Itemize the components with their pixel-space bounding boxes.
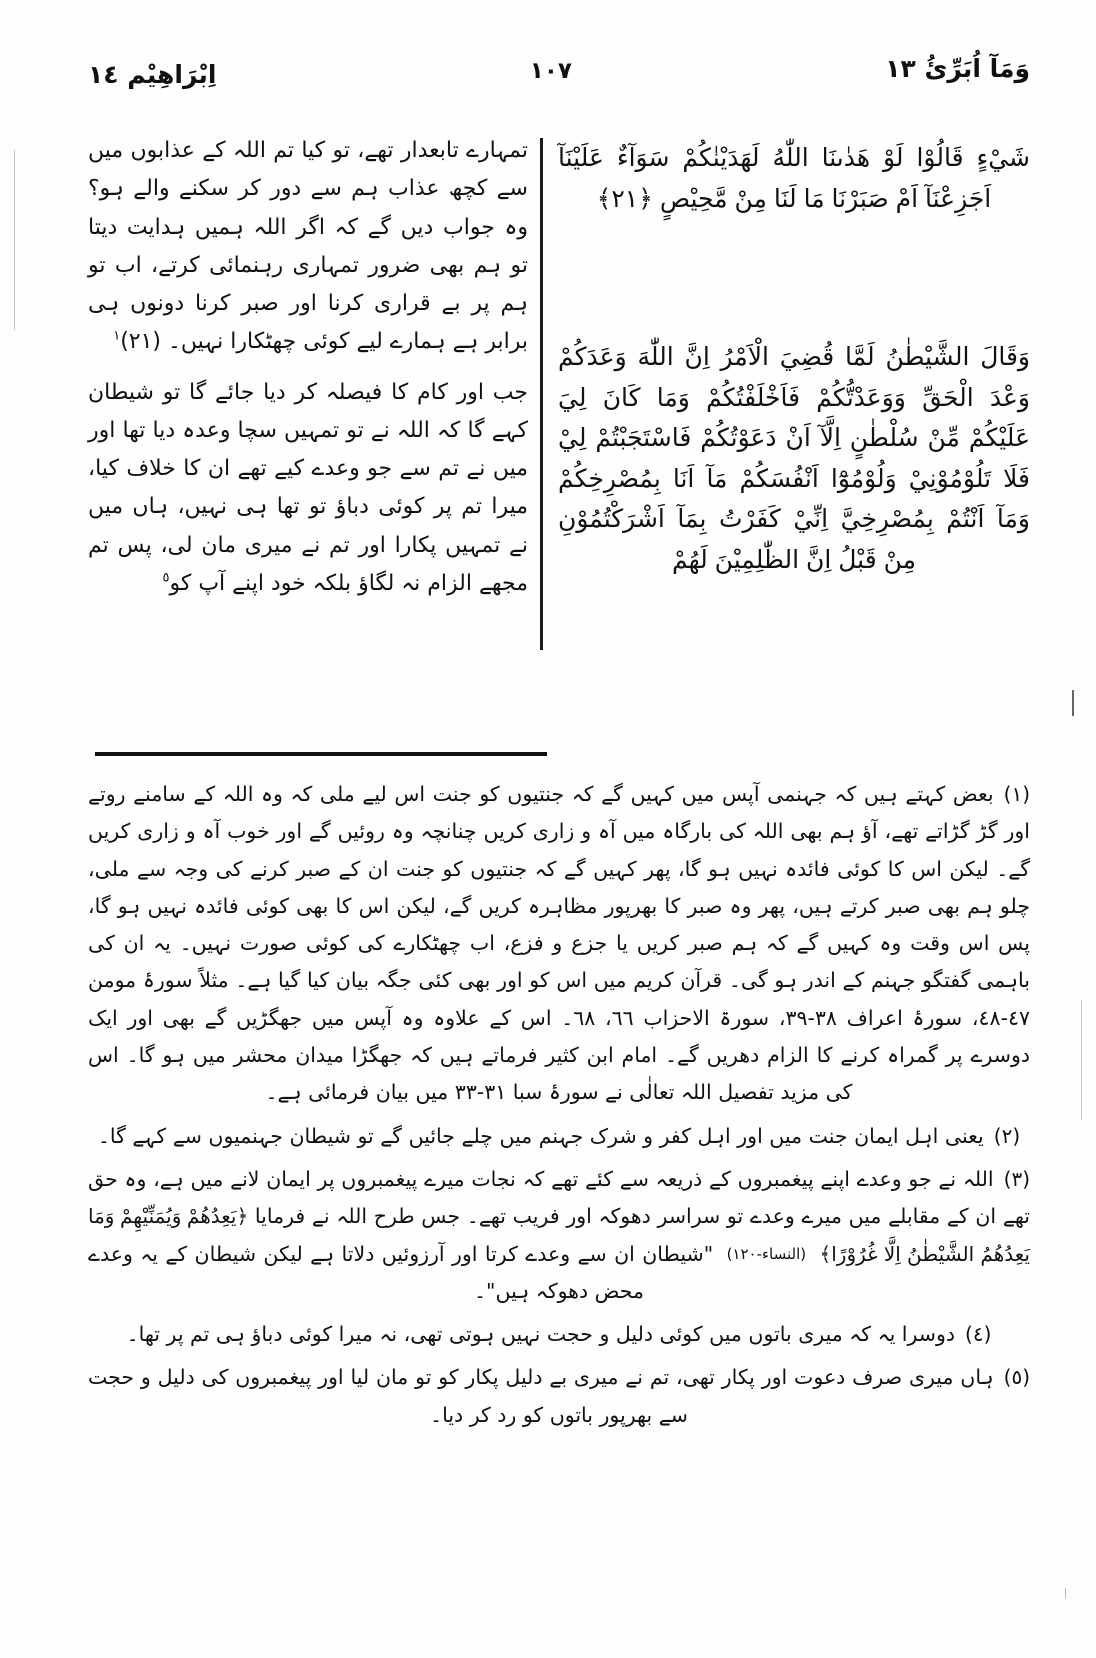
footnote-list (88, 776, 1030, 1440)
urdu-translation-column (88, 132, 528, 603)
footnote-number-2: (٢) (993, 1123, 1021, 1148)
scan-artifact-bottom (1065, 1588, 1066, 1598)
footnote-text-4: دوسرا یہ کہ میری باتوں میں کوئی دلیل و حجت نہیں ہوتی تھی، نہ میرا کوئی دباؤ ہی تم پر تھا۔ (126, 1322, 956, 1347)
footnote-text-1: بعض کہتے ہیں کہ جہنمی آپس میں کہیں گے کہ جنتیوں کو جنت اس لیے ملی کہ وہ اللہ کے سامنے روتے اور گڑ گڑاتے تھے، آؤ ہم بھی اللہ کی بارگاہ میں آہ و زاری کریں چنانچہ وہ روئیں گے اور خوب آہ و زاری کریں گے۔ لیکن اس کا کوئی فائدہ نہیں ہو گا، پھر کہیں گے کہ جنتیوں کو جنت ان کے صبر کرنے کی وجہ سے ملی، چلو ہم بھی صبر کرتے ہیں، پھر وہ صبر کا بھرپور مظاہرہ کریں گے، لیکن اس کا بھی کوئی فائدہ نہیں ہو گا، پس اس وقت وہ کہیں گے کہ ہم صبر کریں یا جزع و فزع، اب چھٹکارے کی کوئی صورت نہیں۔ یہ ان کی باہمی گفتگو جہنم کے اندر ہو گی۔ قرآن کریم میں اس کو اور بھی کئی جگہ بیان کیا گیا ہے۔ مثلاً سورۂ مومن ٤٧-٤٨، سورۂ اعراف ٣٨-٣٩، سورۃ الاحزاب ٦٦، ٦٨۔ اس کے علاوہ وہ آپس میں جھگڑیں گے بھی اور ایک دوسرے پر گمراہ کرنے کا الزام دھریں گے۔ امام ابن کثیر فرماتے ہیں کہ جھگڑا میدان محشر میں ہو گا۔ اس کی مزید تفصیل اللہ تعالٰی نے سورۂ سبا ٣١-٣٣ میں بیان فرمائی ہے۔ (88, 782, 1030, 1105)
footnote-item-1 (88, 776, 1030, 1112)
page-number: ١٠٧ (529, 58, 572, 84)
header-surah-label: اِبْرَاهِيْم ١٤ (88, 60, 217, 89)
quran-verse-21: شَيْءٍ قَالُوْا لَوْ هَدٰىنَا اللّٰهُ لَهَدَيْنٰكُمْ سَوَآءٌ عَلَيْنَآ اَجَزِعْنَآ اَمْ صَبَرْنَا مَا لَنَا مِنْ مَّحِيْصٍ ﴿٢١﴾ (558, 143, 1030, 213)
footnote-text-3-after: "شیطان ان سے وعدے کرتا اور آرزوئیں دلاتا ہے لیکن شیطان کے یہ وعدے محض دھوکہ ہیں"۔ (88, 1241, 714, 1303)
footnote-number-1: (١) (1003, 782, 1030, 806)
footnote-marker-1: ١ (113, 329, 121, 344)
main-body (88, 132, 1030, 692)
urdu-translation-verse-21 (88, 132, 528, 362)
header-juz-label: وَمَآ اُبَرِّئُ ١٣ (885, 54, 1030, 83)
column-divider (540, 138, 543, 650)
footnote-item-2 (88, 1118, 1030, 1155)
footnote-number-5: (٥) (1003, 1365, 1030, 1390)
footnote-text-5: ہاں میری صرف دعوت اور پکار تھی، تم نے میری بے دلیل پکار کو تو مان لیا اور پیغمبروں کی دلیل و حجت سے بھرپور باتوں کو رد کر دیا۔ (88, 1365, 994, 1427)
footnote-item-3 (88, 1161, 1030, 1310)
footnote-number-3: (٣) (1003, 1166, 1030, 1191)
footnote-text-3-before: اللہ نے جو وعدے اپنے پیغمبروں کے ذریعہ سے کئے تھے کہ نجات میرے پیغمبروں پر ایمان لانے میں ہے، وہ حق تھے ان کے مقابلے میں میرے وعدے تو سراسر دھوکہ اور فریب تھے۔ جس طرح اللہ نے فرمایا (88, 1166, 1030, 1229)
page-header (88, 56, 1030, 104)
footnote-separator-rule (95, 752, 547, 756)
footnote-number-4: (٤) (965, 1322, 992, 1347)
footnote-item-4 (88, 1316, 1030, 1353)
footnote-3-arabic-quote: ﴿يَعِدُهُمْ وَيُمَنِّيْهِمْ وَمَا يَعِدُهُمُ الشَّيْطٰنُ اِلَّا غُرُوْرًا﴾ (88, 1204, 1030, 1266)
urdu-translation-21-text: تمہارے تابعدار تھے، تو کیا تم اللہ کے عذابوں میں سے کچھ عذاب ہم سے دور کر سکنے والے ہو؟ وہ جواب دیں گے کہ اگر اللہ ہمیں ہدایت دیتا تو ہم بھی ضرور تمہاری رہنمائی کرتے، اب تو ہم پر بے قراری کرنا اور صبر کرنا دونوں ہی برابر ہے ہمارے لیے کوئی چھٹکارا نہیں۔ (٢١) (88, 138, 528, 355)
footnote-marker-5: ٥ (162, 570, 170, 586)
footnote-item-5 (88, 1359, 1030, 1434)
scan-edge-artifact-right-lower (1081, 1000, 1082, 1120)
scan-edge-artifact-right (1072, 690, 1074, 716)
urdu-translation-22-text: جب اور کام کا فیصلہ کر دیا جائے گا تو شیطان کہے گا کہ اللہ نے تو تمہیں سچا وعدہ دیا تھا اور میں نے تم سے جو وعدے کیے تھے ان کا خلاف کیا، میرا تم پر کوئی دباؤ تو تھا ہی نہیں، ہاں میں نے تمہیں پکارا اور تم نے میری مان لی، پس تم مجھے الزام نہ لگاؤ بلکہ خود اپنے آپ کو (88, 379, 528, 596)
quran-verse-22: وَقَالَ الشَّيْطٰنُ لَمَّا قُضِيَ الْاَمْرُ اِنَّ اللّٰهَ وَعَدَكُمْ وَعْدَ الْحَقِّ وَوَعَدْتُّكُمْ فَاَخْلَفْتُكُمْ وَمَا كَانَ لِيَ عَلَيْكُمْ مِّنْ سُلْطٰنٍ اِلَّآ اَنْ دَعَوْتُكُمْ فَاسْتَجَبْتُمْ لِيْ فَلَا تَلُوْمُوْنِيْ وَلُوْمُوْٓا اَنْفُسَكُمْ مَآ اَنَا بِمُصْرِخِكُمْ وَمَآ اَنْتُمْ بِمُصْرِخِيَّ اِنِّيْ كَفَرْتُ بِمَآ اَشْرَكْتُمُوْنِ مِنْ قَبْلُ اِنَّ الظّٰلِمِيْنَ لَهُمْ (558, 342, 1030, 574)
urdu-translation-verse-22 (88, 374, 528, 604)
quran-arabic-column (558, 132, 1030, 580)
footnote-3-quran-reference: (النساء-١٢٠) (726, 1244, 807, 1263)
scan-edge-artifact-left (14, 150, 15, 330)
footnote-text-2: یعنی اہل ایمان جنت میں اور اہل کفر و شرک جہنم میں چلے جائیں گے تو شیطان جہنمیوں سے کہے گا۔ (97, 1123, 984, 1148)
